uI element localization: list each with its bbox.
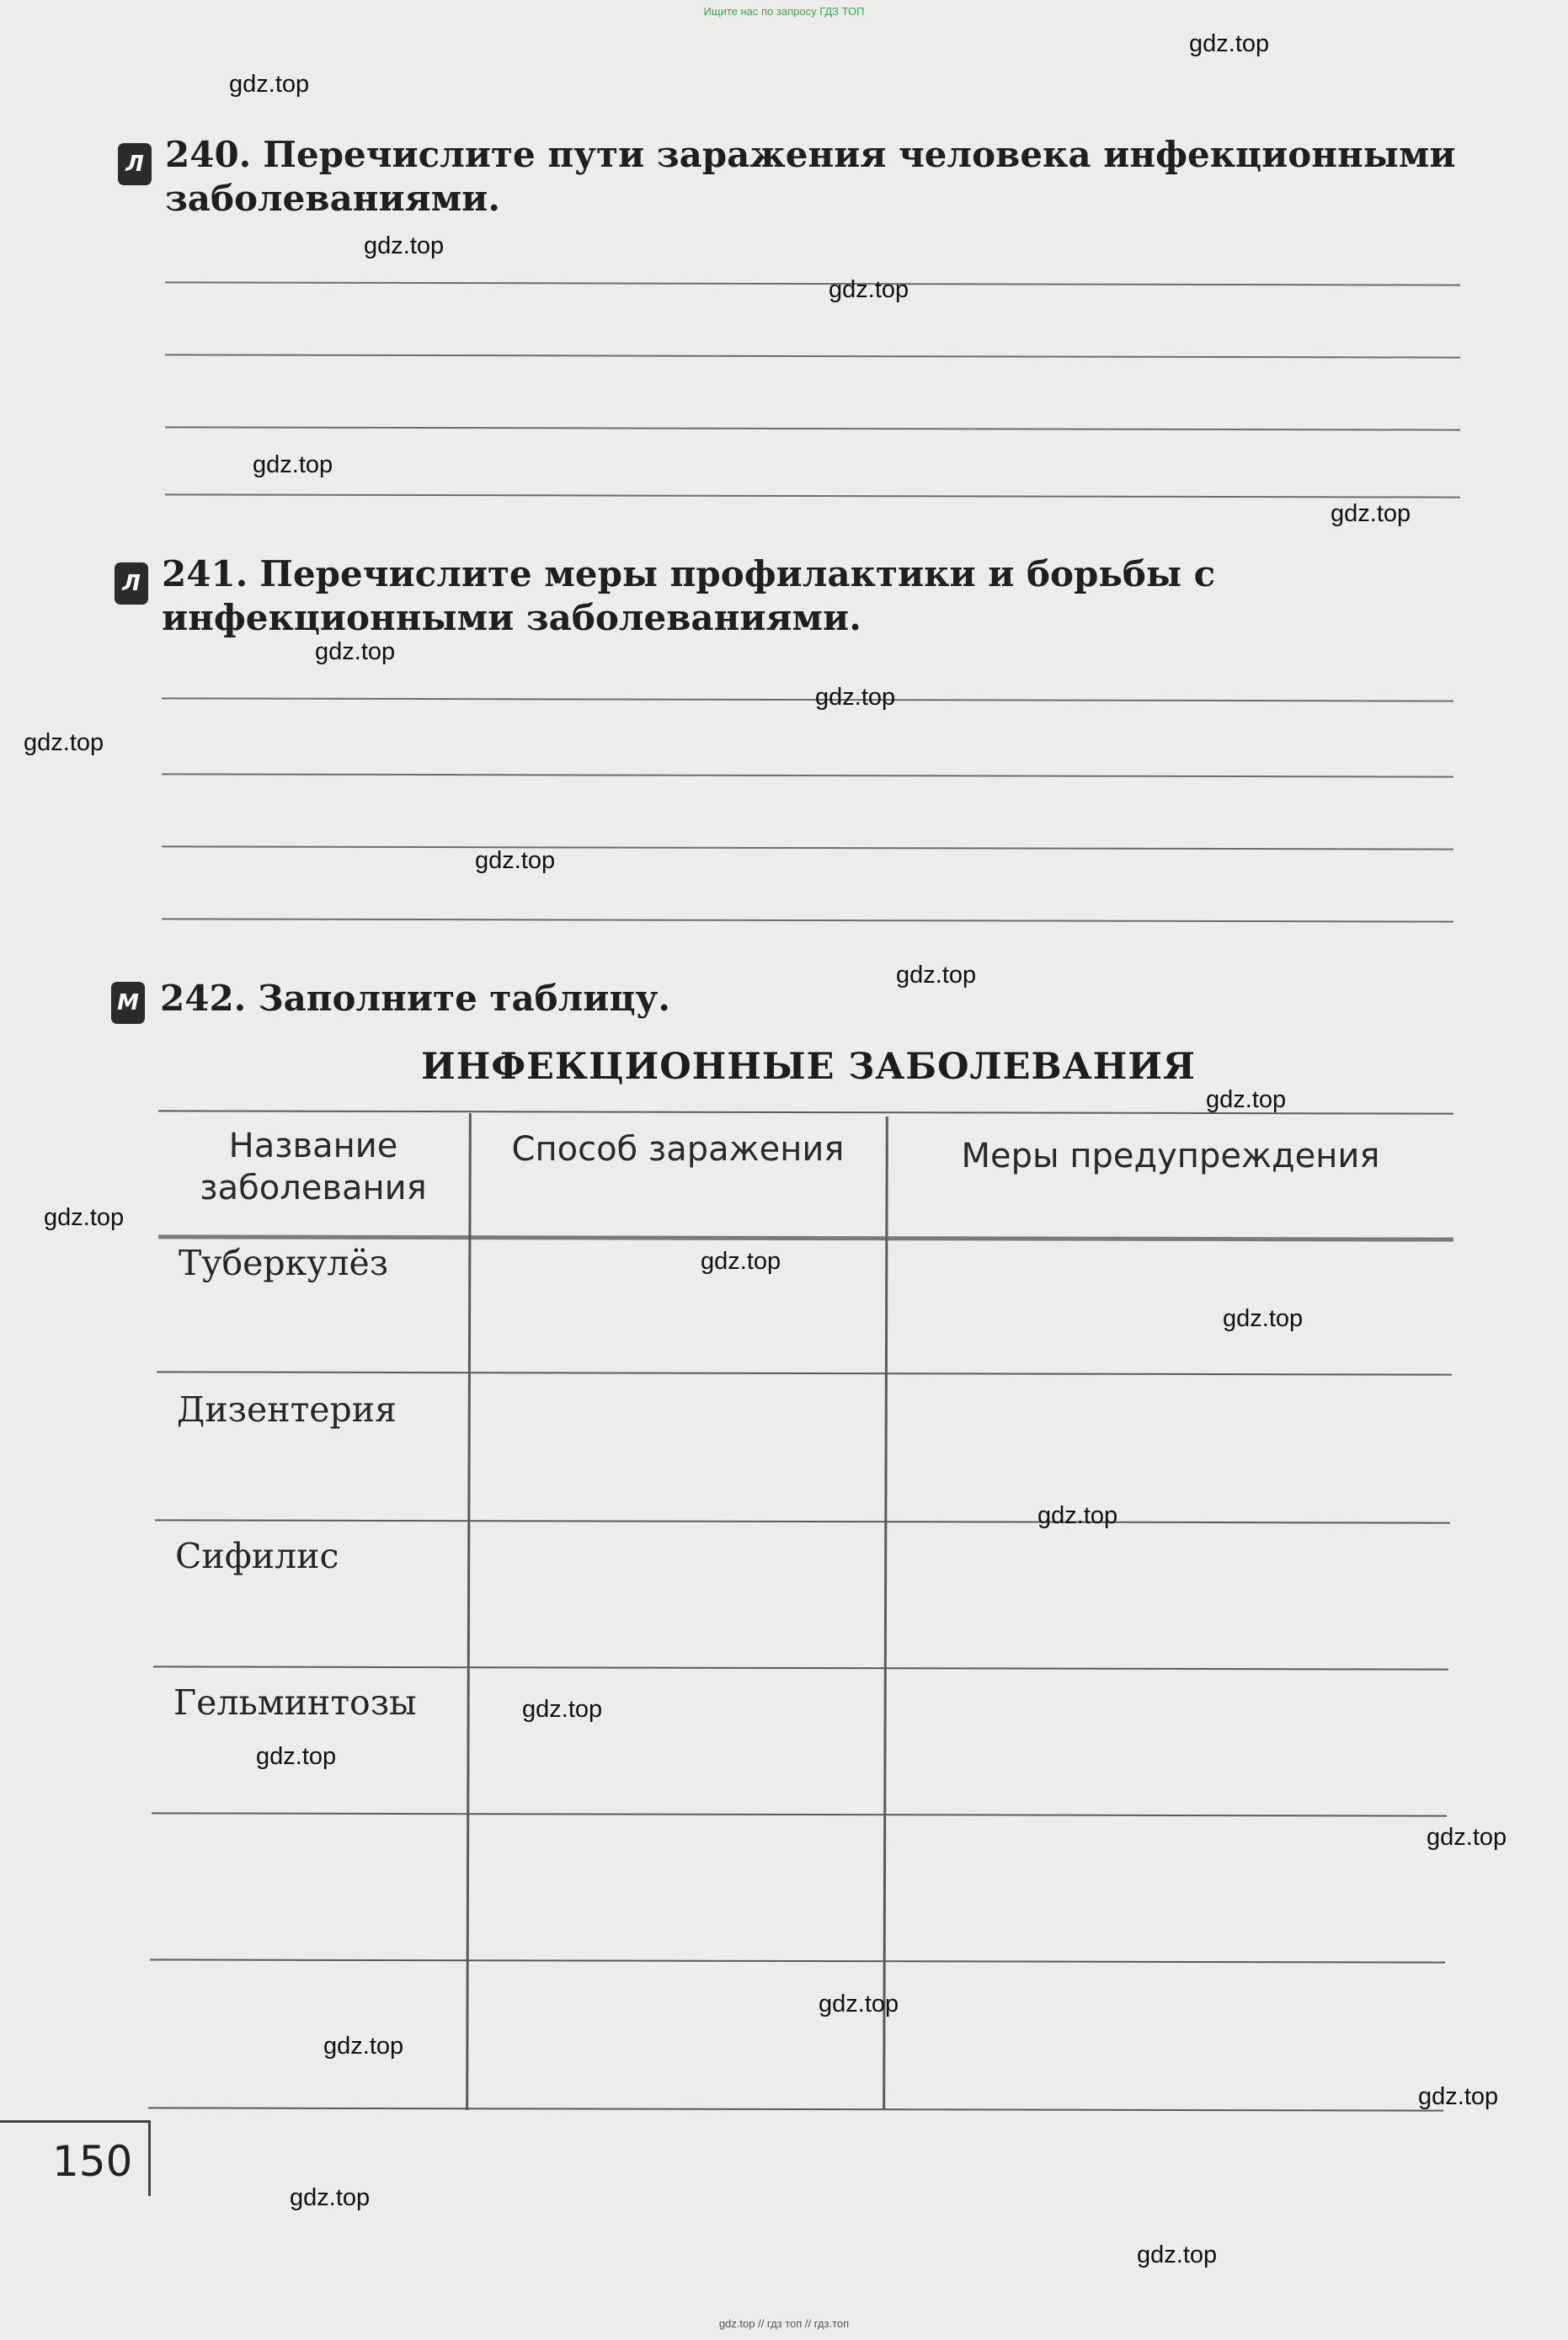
page-number-frame [0, 2120, 150, 2123]
task-242-number: 242. [160, 978, 247, 1019]
header-infection-route: Способ заражения [511, 1130, 845, 1169]
watermark: gdz.top [253, 451, 333, 478]
answer-line[interactable] [162, 773, 1453, 777]
table-row-divider [155, 1519, 1450, 1523]
header-prevention: Меры предупреждения [961, 1137, 1380, 1175]
table-title: ИНФЕКЦИОННЫЕ ЗАБОЛЕВАНИЯ [421, 1046, 1196, 1088]
row-label: Дизентерия [177, 1389, 397, 1430]
watermark: gdz.top [256, 1743, 337, 1770]
watermark: gdz.top [1418, 2083, 1499, 2110]
task-242-badge: М [111, 982, 145, 1024]
task-240 [165, 133, 1479, 221]
header-note: Ищите нас по запросу ГДЗ ТОП [703, 5, 865, 18]
watermark: gdz.top [1427, 1824, 1507, 1851]
task-240-badge: Л [118, 143, 152, 185]
answer-line[interactable] [165, 354, 1460, 358]
task-242 [160, 977, 1171, 1021]
table-border [148, 2107, 1443, 2111]
table-row-divider [152, 1812, 1447, 1816]
header-disease-name: Название заболевания [200, 1127, 427, 1207]
page-number-frame [148, 2120, 151, 2196]
watermark: gdz.top [364, 232, 445, 259]
task-240-number: 240. [165, 134, 252, 175]
watermark: gdz.top [896, 962, 977, 989]
watermark: gdz.top [1223, 1305, 1304, 1332]
watermark: gdz.top [44, 1204, 125, 1231]
task-241 [162, 552, 1475, 640]
row-label: Гельминтозы [173, 1682, 417, 1723]
watermark: gdz.top [522, 1696, 603, 1723]
task-241-text: Перечислите меры профилактики и борьбы с инфекционными заболеваниями. [162, 553, 1216, 638]
watermark: gdz.top [315, 638, 396, 665]
watermark: gdz.top [815, 684, 896, 711]
table-header-divider [158, 1234, 1453, 1241]
watermark: gdz.top [323, 2033, 404, 2060]
row-label: Сифилис [175, 1536, 339, 1576]
watermark: gdz.top [290, 2184, 371, 2211]
answer-line[interactable] [165, 281, 1460, 285]
watermark: gdz.top [1189, 30, 1270, 57]
task-241-number: 241. [162, 553, 248, 594]
page-number: 150 [52, 2137, 133, 2186]
watermark: gdz.top [829, 276, 909, 303]
watermark: gdz.top [229, 71, 310, 98]
watermark: gdz.top [24, 729, 104, 756]
watermark: gdz.top [701, 1248, 781, 1275]
table-row-divider [153, 1666, 1448, 1670]
watermark: gdz.top [1137, 2241, 1218, 2268]
watermark: gdz.top [1037, 1502, 1118, 1529]
watermark: gdz.top [1206, 1086, 1287, 1113]
answer-line[interactable] [162, 918, 1453, 922]
task-242-text: Заполните таблицу. [258, 978, 670, 1019]
answer-line[interactable] [162, 697, 1453, 701]
footer-note: gdz.top // гдз топ // гдз.топ [718, 2317, 850, 2330]
watermark: gdz.top [819, 1991, 899, 2018]
watermark: gdz.top [1331, 500, 1411, 527]
table-row-divider [157, 1371, 1452, 1375]
answer-line[interactable] [165, 426, 1460, 430]
table-row-divider [150, 1959, 1445, 1963]
answer-line[interactable] [162, 845, 1453, 850]
row-label: Туберкулёз [179, 1243, 389, 1283]
task-241-badge: Л [115, 562, 148, 605]
task-240-text: Перечислите пути заражения человека инфекционными заболеваниями. [165, 134, 1456, 219]
watermark: gdz.top [475, 847, 556, 874]
answer-line[interactable] [165, 493, 1460, 498]
